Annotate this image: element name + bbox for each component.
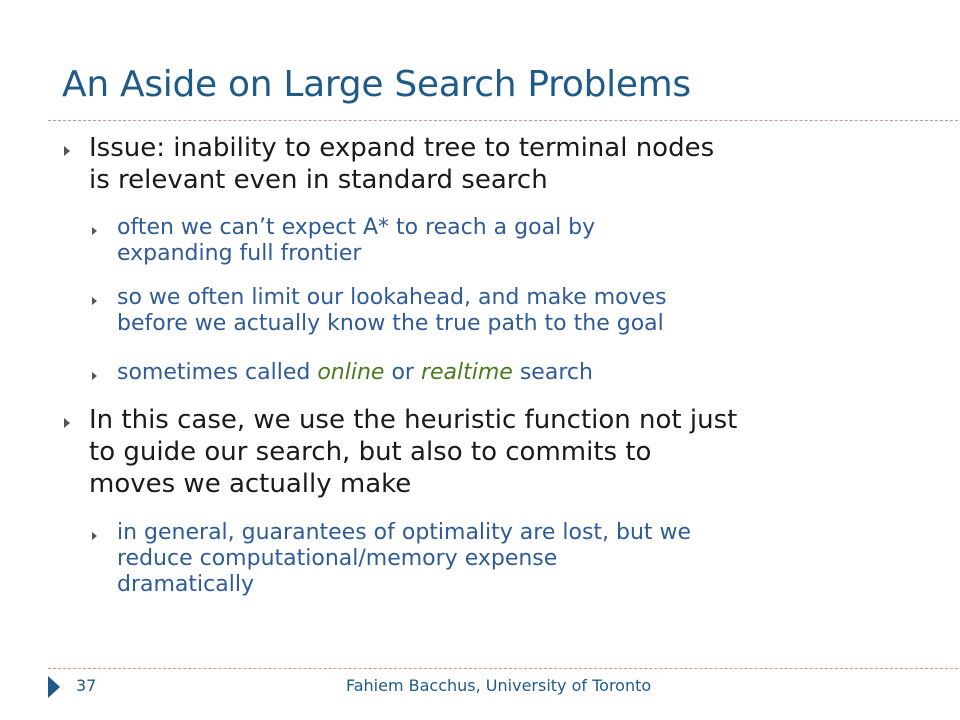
subbullet-2-line-1: so we often limit our lookahead, and make moves bbox=[117, 285, 667, 310]
bullet-arrow-icon bbox=[64, 146, 70, 156]
bullet-1-line-2: is relevant even in standard search bbox=[89, 165, 548, 195]
subbullet-3-suffix: search bbox=[512, 360, 593, 385]
realtime-term: realtime bbox=[420, 360, 513, 385]
subbullet-3-line-1 bbox=[117, 360, 593, 386]
subbullet-4-line-2: reduce computational/memory expense bbox=[117, 546, 558, 571]
footer-arrow-icon bbox=[48, 676, 60, 698]
subbullet-arrow-icon bbox=[92, 297, 97, 305]
bullet-arrow-icon bbox=[64, 418, 70, 428]
subbullet-1-line-2: expanding full frontier bbox=[117, 241, 362, 266]
subbullet-4-line-3: dramatically bbox=[117, 572, 254, 597]
subbullet-4-line-1: in general, guarantees of optimality are lost, but we bbox=[117, 520, 692, 545]
title-divider bbox=[48, 120, 960, 121]
subbullet-arrow-icon bbox=[92, 372, 97, 380]
subbullet-arrow-icon bbox=[92, 227, 97, 235]
bullet-2-line-2: to guide our search, but also to commits to bbox=[89, 437, 652, 467]
bullet-2-line-1: In this case, we use the heuristic function not just bbox=[89, 405, 738, 435]
online-term: online bbox=[317, 360, 385, 385]
subbullet-3-prefix: sometimes called bbox=[117, 360, 318, 385]
subbullet-2-line-2: before we actually know the true path to the goal bbox=[117, 311, 664, 336]
page-number: 37 bbox=[76, 676, 97, 695]
subbullet-3-middle: or bbox=[384, 360, 421, 385]
subbullet-arrow-icon bbox=[92, 532, 97, 540]
subbullet-1-line-1: often we can’t expect A* to reach a goal by bbox=[117, 215, 596, 240]
bullet-2-line-3: moves we actually make bbox=[89, 469, 412, 499]
footer-divider bbox=[48, 668, 960, 669]
slide-title: An Aside on Large Search Problems bbox=[62, 64, 691, 105]
bullet-1-line-1: Issue: inability to expand tree to terminal nodes bbox=[89, 133, 715, 163]
footer-credit: Fahiem Bacchus, University of Toronto bbox=[346, 676, 652, 695]
